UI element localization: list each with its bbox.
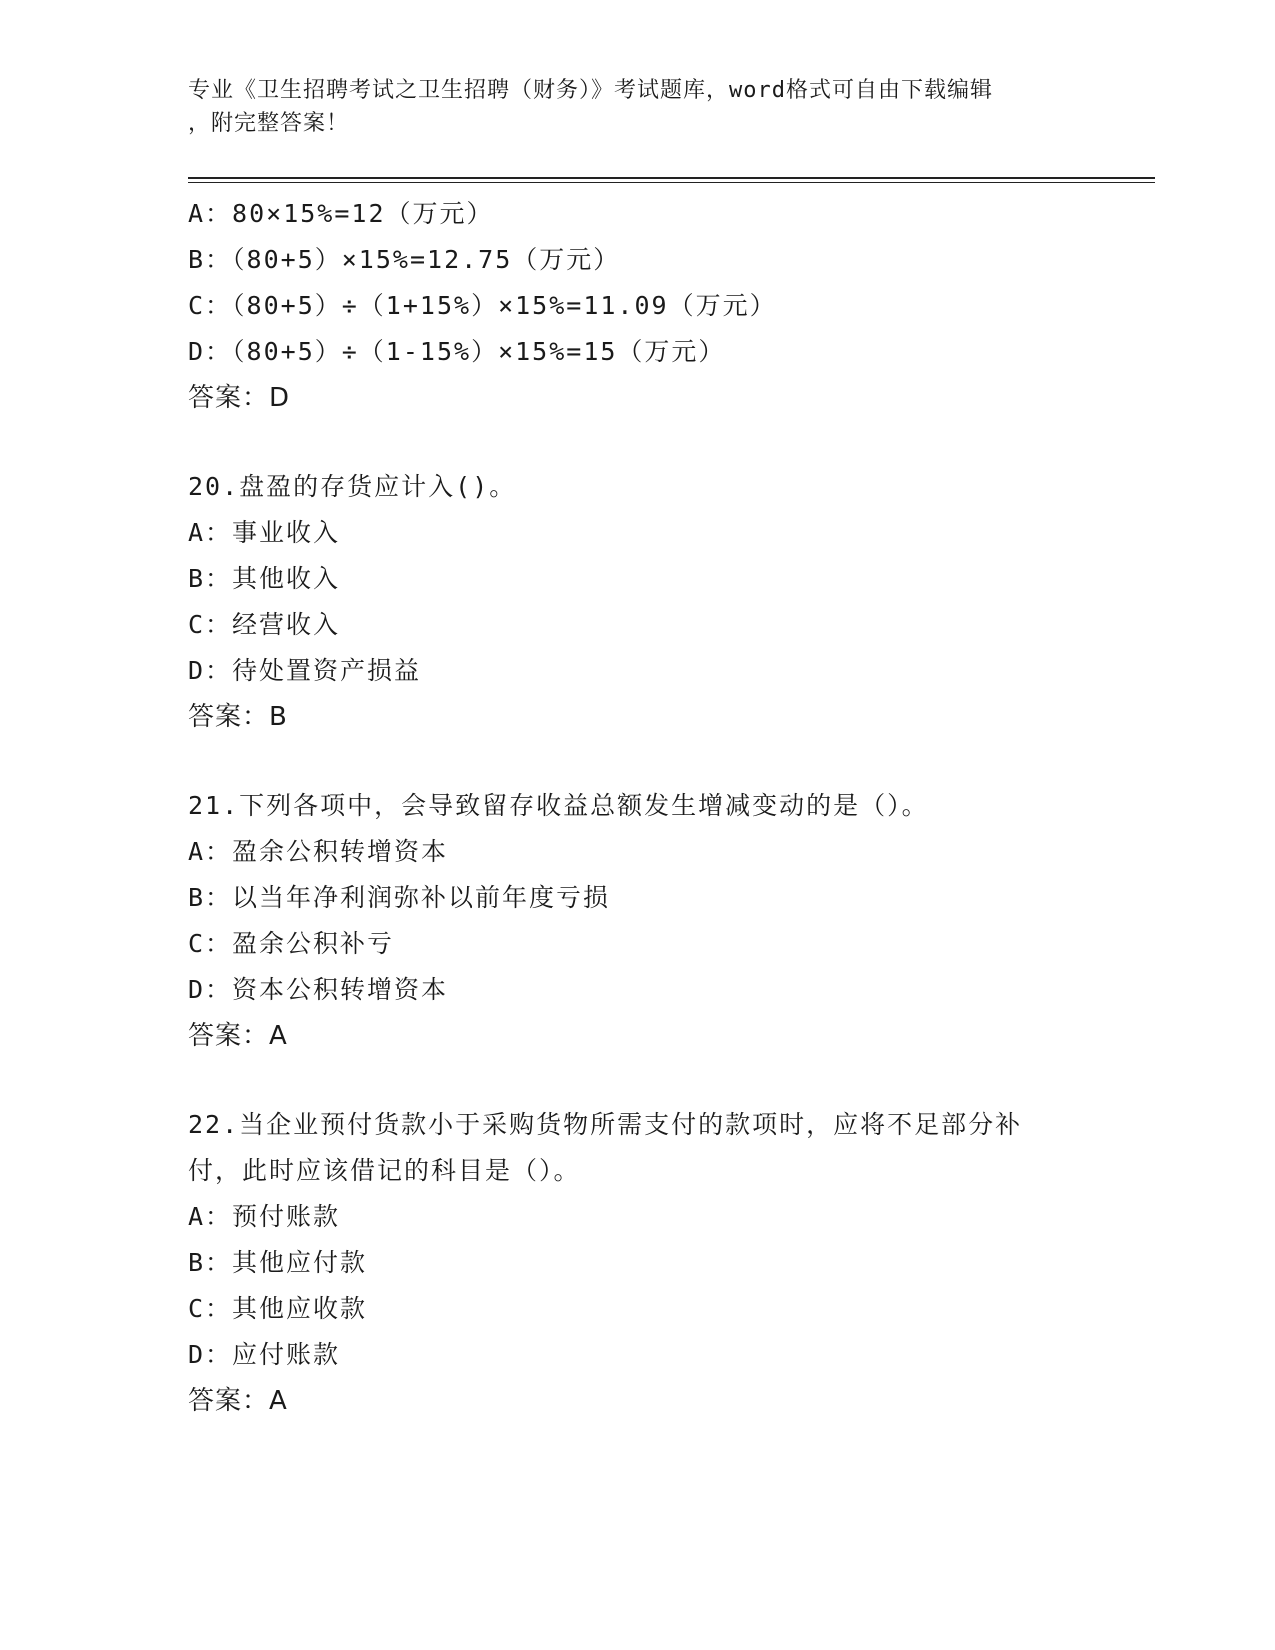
option-c: C：（80+5）÷（1+15%）×15%=11.09（万元） <box>188 291 777 320</box>
option-a: A：预付账款 <box>188 1202 341 1231</box>
answer-label: 答案：D <box>188 383 291 413</box>
spacer <box>188 740 1088 783</box>
answer-label: 答案：B <box>188 702 288 732</box>
answer-label: 答案：A <box>188 1021 288 1051</box>
question-list <box>188 191 1088 1424</box>
question-text: 21.下列各项中，会导致留存收益总额发生增减变动的是（）。 <box>188 791 929 820</box>
question-text-line-2: 付，此时应该借记的科目是（）。 <box>188 1156 581 1185</box>
header-line-2: ，附完整答案！ <box>188 111 350 136</box>
question-19 <box>188 191 1088 421</box>
option-b: B：以当年净利润弥补以前年度亏损 <box>188 883 611 912</box>
option-c: C：盈余公积补亏 <box>188 929 395 958</box>
option-d: D：资本公积转增资本 <box>188 975 449 1004</box>
option-d: D：待处置资产损益 <box>188 656 422 685</box>
document-header <box>188 74 1088 140</box>
option-b: B：其他应付款 <box>188 1248 368 1277</box>
answer-label: 答案：A <box>188 1386 288 1416</box>
question-20 <box>188 464 1088 740</box>
option-c: C：其他应收款 <box>188 1294 368 1323</box>
option-a: A：事业收入 <box>188 518 341 547</box>
question-text-line-1: 22.当企业预付货款小于采购货物所需支付的款项时，应将不足部分补 <box>188 1110 1023 1139</box>
option-d: D：（80+5）÷（1-15%）×15%=15（万元） <box>188 337 726 366</box>
header-divider-thick <box>188 177 1155 179</box>
question-text: 20.盘盈的存货应计入()。 <box>188 472 517 501</box>
header-line-1: 专业《卫生招聘考试之卫生招聘（财务）》考试题库，word格式可自由下载编辑 <box>188 78 993 103</box>
option-a: A：80×15%=12（万元） <box>188 199 494 228</box>
spacer <box>188 1059 1088 1102</box>
option-a: A：盈余公积转增资本 <box>188 837 449 866</box>
option-c: C：经营收入 <box>188 610 341 639</box>
header-divider-thin <box>188 182 1155 183</box>
option-d: D：应付账款 <box>188 1340 341 1369</box>
question-21 <box>188 783 1088 1059</box>
question-22 <box>188 1102 1088 1424</box>
spacer <box>188 421 1088 464</box>
option-b: B：其他收入 <box>188 564 341 593</box>
option-b: B：（80+5）×15%=12.75（万元） <box>188 245 621 274</box>
